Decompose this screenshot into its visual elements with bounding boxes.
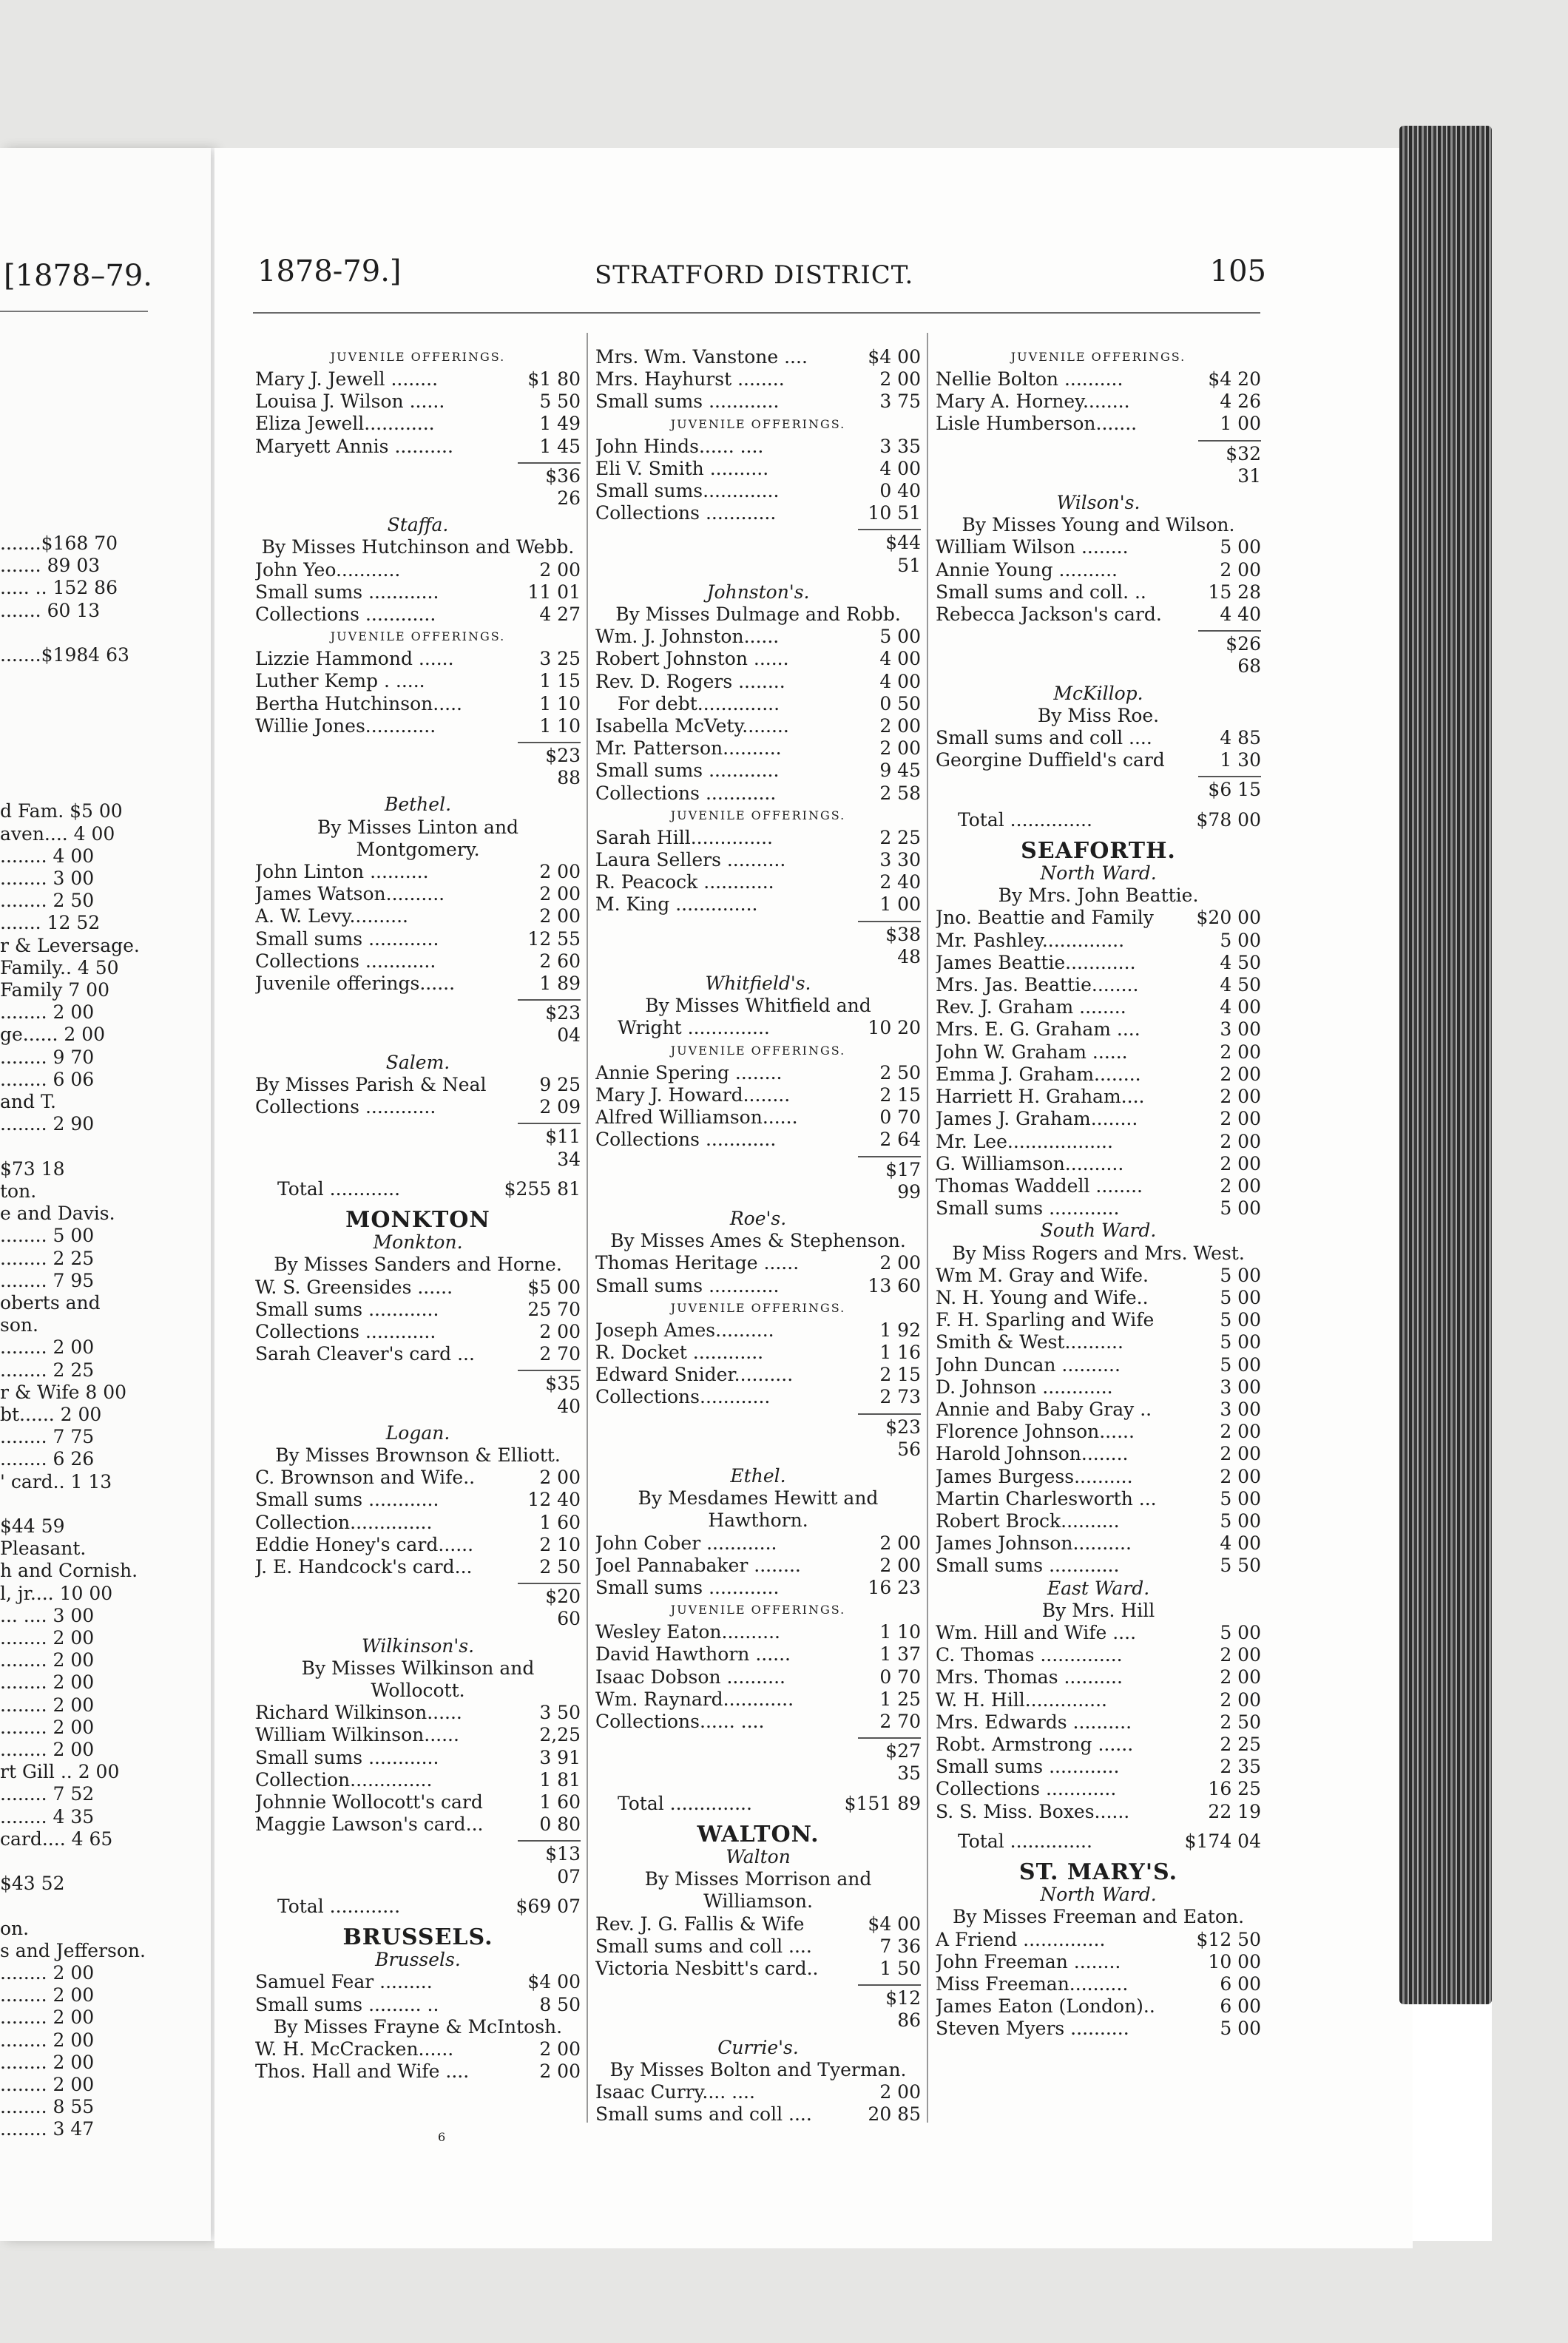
entry: Small sums ............ 2 35 [936,1756,1261,1778]
entry: Mrs. Jas. Beattie........ 4 50 [936,974,1261,996]
subtotal: $38 48 [858,921,921,968]
left-page-line: Family 7 00 [0,979,109,1001]
left-page-line: ........ 2 25 [0,1247,95,1269]
left-page-line: Pleasant. [0,1538,87,1560]
section-label: JUVENILE OFFERINGS. [330,629,506,644]
entry: Emma J. Graham........ 2 00 [936,1063,1261,1085]
circuit-name: Roe's. [729,1207,787,1229]
column-divider [587,333,588,2123]
section-label: JUVENILE OFFERINGS. [670,1043,846,1058]
entry: Collections ............ 16 25 [936,1778,1261,1800]
section-label: JUVENILE OFFERINGS. [1010,350,1186,364]
header-year: 1878-79.] [257,254,402,288]
left-page-line: ........ 2 00 [0,1694,95,1716]
entry: Collection.............. 1 81 [255,1768,581,1791]
entry: John Yeo........... 2 00 [255,558,581,581]
collectors: By Misses Frayne & McIntosh. [273,2015,563,2038]
collectors: By Misses Ames & Stephenson. [610,1230,906,1252]
left-page-line [0,1493,200,1515]
entry: Mrs. E. G. Graham .... 3 00 [936,1018,1261,1041]
book-edge [1399,126,1492,2004]
left-page-line: ........ 2 25 [0,1359,95,1381]
total-row: Total ............ $69 07 [277,1895,581,1917]
entry: Thos. Hall and Wife .... 2 00 [255,2060,581,2083]
town-heading: BRUSSELS. [342,1924,493,1950]
left-page-line: $44 59 [0,1515,65,1537]
subtotal: $35 40 [518,1370,581,1417]
left-page-line [0,622,200,644]
collectors: By Misses Hutchinson and Webb. [261,536,575,558]
scan-background-right [1492,0,1568,2343]
left-page-line: ........ 2 00 [0,1649,95,1671]
entry: Eliza Jewell............ 1 49 [255,413,581,435]
town-heading: SEAFORTH. [1021,837,1176,864]
left-page-line: ........ 2 00 [0,1716,95,1738]
left-page-line: bt...... 2 00 [0,1403,102,1425]
entry: Lisle Humberson....... 1 00 [936,413,1261,435]
entry: James Watson.......... 2 00 [255,883,581,905]
entry: W. H. Hill.............. 2 00 [936,1688,1261,1711]
entry: Small sums ............ 11 01 [255,581,581,603]
header-rule [253,312,1260,314]
left-page-line: ........ 3 00 [0,868,95,890]
left-page-line: ........ 5 00 [0,1225,95,1247]
entry: John Freeman ........ 10 00 [936,1950,1261,1972]
subtotal: $23 88 [518,742,581,789]
page-number: 105 [1209,254,1266,288]
ward-name: East Ward. [1047,1577,1150,1599]
subtotal: $12 86 [858,1984,921,2032]
entry: Isaac Dobson .......... 0 70 [595,1666,921,1688]
left-page-fragment [0,148,211,2241]
entry: Small sums ............ 13 60 [595,1274,921,1296]
left-page-line: son. [0,1314,38,1336]
left-page-line: ........ 9 70 [0,1046,95,1068]
entry: Victoria Nesbitt's card.. 1 50 [595,1958,921,1979]
signature-mark: 6 [438,2130,446,2144]
entry: Florence Johnson...... 2 00 [936,1421,1261,1443]
entry: Louisa J. Wilson ...... 5 50 [255,390,581,413]
left-page-line: ........ 2 00 [0,2006,95,2029]
entry: Small sums ............ 3 91 [255,1746,581,1768]
left-page-line: aven.... 4 00 [0,822,115,845]
subtotal: $23 04 [518,999,581,1047]
subtotal: $27 35 [858,1737,921,1785]
left-page-line: ........ 2 00 [0,1738,95,1760]
left-page-line: Family.. 4 50 [0,956,119,978]
left-page-header: [1878–79. [4,259,153,293]
entry: James Burgess.......... 2 00 [936,1465,1261,1487]
left-page-rule [0,311,148,312]
collectors: By Mrs. John Beattie. [998,885,1199,907]
subtotal: $23 56 [858,1413,921,1461]
entry: Alfred Williamson...... 0 70 [595,1106,921,1129]
entry: Wm M. Gray and Wife. 5 00 [936,1264,1261,1286]
left-page-line: ........ 6 26 [0,1448,95,1470]
collectors: By Misses Freeman and Eaton. [952,1906,1245,1928]
entry: James J. Graham........ 2 00 [936,1108,1261,1130]
subtotal: $44 51 [858,529,921,576]
entry: Harriett H. Graham.... 2 00 [936,1086,1261,1108]
subtotal: $6 15 [1198,776,1261,801]
entry: Small sums ............ 25 70 [255,1298,581,1320]
entry: S. S. Miss. Boxes...... 22 19 [936,1800,1261,1822]
circuit-name: Brussels. [375,1949,461,1971]
left-page-line [0,1895,200,1917]
left-page-line: ........ 2 00 [0,1001,95,1024]
entry: Mr. Lee.................. 2 00 [936,1130,1261,1152]
entry: J. E. Handcock's card... 2 50 [255,1555,581,1578]
collectors: By Misses Sanders and Horne. [274,1254,562,1276]
entry: C. Thomas .............. 2 00 [936,1644,1261,1666]
entry: M. King .............. 1 00 [595,893,921,916]
entry: Small sums ............ 5 00 [936,1197,1261,1220]
left-page-line: d Fam. $5 00 [0,800,123,822]
left-page-line: e and Davis. [0,1203,115,1225]
entry: Mrs. Edwards .......... 2 50 [936,1711,1261,1733]
entry: Wesley Eaton.......... 1 10 [595,1621,921,1643]
entry: G. Williamson.......... 2 00 [936,1152,1261,1174]
entry: Collections ............ 2 09 [255,1096,581,1118]
entry: Miss Freeman.......... 6 00 [936,1973,1261,1995]
entry: Laura Sellers .......... 3 30 [595,849,921,871]
entry: John Hinds...... .... 3 35 [595,435,921,457]
entry: James Eaton (London).. 6 00 [936,1995,1261,2018]
entry: Small sums............. 0 40 [595,480,921,502]
page-header [253,254,1266,299]
entry: Small sums and coll .... 20 85 [595,2103,921,2126]
entry: Samuel Fear ......... $4 00 [255,1971,581,1993]
circuit-name: Currie's. [717,2036,799,2058]
collectors: By Miss Rogers and Mrs. West. [952,1242,1245,1264]
entry: Bertha Hutchinson..... 1 10 [255,692,581,714]
entry: Rev. J. Graham ........ 4 00 [936,996,1261,1018]
entry: A. W. Levy.......... 2 00 [255,905,581,927]
total-row: Total .............. $151 89 [618,1792,921,1814]
entry: John W. Graham ...... 2 00 [936,1041,1261,1063]
entry: Juvenile offerings...... 1 89 [255,973,581,995]
header-title: STRATFORD DISTRICT. [595,260,914,290]
section-label: JUVENILE OFFERINGS. [670,1603,846,1617]
entry: Jno. Beattie and Family $20 00 [936,907,1261,929]
entry: Collections ............ 4 27 [255,604,581,626]
entry: Sarah Cleaver's card ... 2 70 [255,1343,581,1365]
entry: Wright .............. 10 20 [618,1017,921,1039]
entry: Wm. J. Johnston...... 5 00 [595,626,921,648]
collectors: By Misses Whitfield and [645,995,871,1017]
town-heading: ST. MARY'S. [1018,1859,1178,1885]
column-1 [255,346,581,2083]
entry: Wm. Raynard............ 1 25 [595,1688,921,1710]
left-page-lines [0,532,200,2141]
entry: Mary A. Horney........ 4 26 [936,390,1261,413]
entry: Collections ............ 2 58 [595,782,921,804]
circuit-name: Whitfield's. [705,973,811,995]
circuit-name: Logan. [385,1421,450,1444]
entry: William Wilson ........ 5 00 [936,536,1261,558]
left-page-line: ........ 8 55 [0,2096,95,2118]
entry: Collection.............. 1 60 [255,1511,581,1533]
collectors: By Misses Bolton and Tyerman. [609,2058,907,2080]
left-page-line [0,778,200,800]
left-page-line: ........ 2 00 [0,1336,95,1359]
entry: Mrs. Thomas .......... 2 00 [936,1666,1261,1688]
collectors: By Misses Wilkinson and Wollocott. [301,1657,535,1701]
collectors: By Mrs. Hill [1041,1599,1155,1621]
left-page-line: r & Wife 8 00 [0,1381,127,1403]
left-page-line: ....... 89 03 [0,555,101,577]
entry: Mrs. Wm. Vanstone .... $4 00 [595,346,921,368]
left-page-line: on. [0,1917,30,1939]
entry: John Cober ............ 2 00 [595,1532,921,1554]
left-page-line: .......$168 70 [0,532,118,554]
entry: Smith & West.......... 5 00 [936,1331,1261,1353]
collectors: By Misses Young and Wilson. [962,514,1235,536]
entry: Small sums ............ 12 55 [255,927,581,950]
circuit-name: Walton [726,1845,791,1867]
entry: Rev. J. G. Fallis & Wife $4 00 [595,1913,921,1935]
entry: Small sums ......... .. 8 50 [255,1993,581,2015]
subtotal: $11 34 [518,1123,581,1170]
entry: Mary J. Howard........ 2 15 [595,1083,921,1106]
circuit-name: Wilkinson's. [361,1634,475,1657]
entry: Mary J. Jewell ........ $1 80 [255,368,581,390]
entry: Edward Snider.......... 2 15 [595,1364,921,1386]
left-page-line: ........ 2 00 [0,2074,95,2096]
circuit-name: Ethel. [730,1464,786,1487]
entry: Luther Kemp . ..... 1 15 [255,670,581,692]
column-2 [595,346,921,2126]
subtotal: $17 99 [858,1156,921,1203]
left-page-line: ........ 2 00 [0,1626,95,1649]
entry: W. S. Greensides ...... $5 00 [255,1276,581,1298]
left-page-line: $73 18 [0,1157,65,1180]
entry: Collections ............ 2 64 [595,1129,921,1151]
entry: John Duncan .......... 5 00 [936,1353,1261,1376]
total-row: Total .............. $174 04 [958,1830,1261,1852]
section-label: JUVENILE OFFERINGS. [670,808,846,822]
subtotal: $36 26 [518,462,581,510]
left-page-line: $43 52 [0,1873,65,1895]
circuit-name: Johnston's. [706,581,810,603]
left-page-line: ..... .. 152 86 [0,577,118,599]
column-divider [927,333,928,2123]
entry: Willie Jones............ 1 10 [255,714,581,737]
left-page-line [0,711,200,734]
left-page-line: ........ 4 00 [0,845,95,867]
left-page-line: ' card.. 1 13 [0,1470,112,1492]
scan-background-top [0,0,1568,148]
left-page-line: ton. [0,1180,37,1202]
left-page-line: and T. [0,1091,56,1113]
left-page-line: ........ 2 90 [0,1113,95,1135]
entry: C. Brownson and Wife.. 2 00 [255,1467,581,1489]
collectors: By Misses Brownson & Elliott. [275,1444,561,1466]
left-page-line: oberts and [0,1291,101,1314]
entry: Robert Johnston ...... 4 00 [595,648,921,670]
collectors: By Misses Dulmage and Robb. [615,604,901,626]
entry: William Wilkinson...... 2,25 [255,1724,581,1746]
section-label: JUVENILE OFFERINGS. [330,350,506,364]
entry: N. H. Young and Wife.. 5 00 [936,1286,1261,1308]
left-page-line: ........ 2 00 [0,1671,95,1694]
entry: John Linton .......... 2 00 [255,861,581,883]
left-page-line: ........ 2 00 [0,1962,95,1984]
left-page-line: ........ 2 50 [0,890,95,912]
entry: Collections ............ 2 00 [255,1320,581,1342]
entry: Small sums ............ 3 75 [595,390,921,413]
left-page-line: r & Leversage. [0,934,140,956]
left-page-line: card.... 4 65 [0,1828,113,1850]
entry: Robert Brock.......... 5 00 [936,1509,1261,1532]
entry: Small sums and coll .... 7 36 [595,1935,921,1957]
entry: A Friend .............. $12 50 [936,1928,1261,1950]
entry: Isaac Curry.... .... 2 00 [595,2081,921,2103]
entry: Mr. Patterson.......... 2 00 [595,737,921,760]
entry: Small sums ............ 16 23 [595,1576,921,1598]
entry: Maggie Lawson's card... 0 80 [255,1813,581,1836]
entry: Collections...... .... 2 70 [595,1710,921,1732]
entry: James Beattie............ 4 50 [936,951,1261,973]
left-page-line: rt Gill .. 2 00 [0,1761,120,1783]
entry: Harold Johnson........ 2 00 [936,1443,1261,1465]
scan-background-bottom [0,2241,1568,2343]
left-page-line: ........ 7 75 [0,1426,95,1448]
entry: Annie and Baby Gray .. 3 00 [936,1398,1261,1420]
collectors: By Misses Linton and Montgomery. [317,816,519,860]
entry: R. Docket ............ 1 16 [595,1341,921,1363]
entry: Robt. Armstrong ...... 2 25 [936,1733,1261,1755]
left-page-line: h and Cornish. [0,1560,138,1582]
section-label: JUVENILE OFFERINGS. [670,416,846,431]
subtotal: $26 68 [1198,630,1261,677]
left-page-line: ........ 4 35 [0,1805,95,1828]
entry: Maryett Annis .......... 1 45 [255,435,581,457]
entry: Lizzie Hammond ...... 3 25 [255,648,581,670]
ward-name: North Ward. [1040,862,1157,885]
left-page-line [0,1135,200,1157]
left-page-line [0,666,200,689]
left-page-line: ... .... 3 00 [0,1604,95,1626]
entry: Sarah Hill.............. 2 25 [595,826,921,848]
entry: Wm. Hill and Wife .... 5 00 [936,1621,1261,1643]
ward-name: South Ward. [1040,1220,1157,1242]
entry: Eddie Honey's card...... 2 10 [255,1533,581,1555]
entry: Joel Pannabaker ........ 2 00 [595,1554,921,1576]
entry: Thomas Waddell ........ 2 00 [936,1174,1261,1197]
left-page-line: .......$1984 63 [0,644,129,666]
entry: D. Johnson ............ 3 00 [936,1376,1261,1398]
entry: Rebecca Jackson's card. 4 40 [936,604,1261,626]
total-row: Total ............ $255 81 [277,1177,581,1200]
left-page-line: l, jr.... 10 00 [0,1582,113,1604]
entry: By Misses Parish & Neal 9 25 [255,1073,581,1095]
subtotal: $32 31 [1198,440,1261,487]
circuit-name: Bethel. [384,794,452,816]
left-page-line: ........ 7 95 [0,1269,95,1291]
left-page-line: ....... 60 13 [0,599,101,621]
section-label: JUVENILE OFFERINGS. [670,1300,846,1315]
collectors: By Mesdames Hewitt and Hawthorn. [638,1487,879,1532]
entry: Joseph Ames.......... 1 92 [595,1319,921,1341]
entry: Small sums ............ 9 45 [595,760,921,782]
left-page-line: ........ 6 06 [0,1068,95,1090]
ward-name: North Ward. [1040,1884,1157,1906]
town-heading: MONKTON [345,1206,490,1233]
entry: Nellie Bolton .......... $4 20 [936,368,1261,390]
entry: Collections ............ 2 60 [255,950,581,972]
entry: James Johnson.......... 4 00 [936,1532,1261,1555]
entry: Martin Charlesworth ... 5 00 [936,1487,1261,1509]
entry: Mr. Pashley.............. 5 00 [936,929,1261,951]
entry: Steven Myers .......... 5 00 [936,2018,1261,2040]
entry: Isabella McVety........ 2 00 [595,715,921,737]
left-page-line: s and Jefferson. [0,1939,146,1961]
entry: Mrs. Hayhurst ........ 2 00 [595,368,921,390]
entry: Collections............ 2 73 [595,1386,921,1408]
left-page-line [0,734,200,756]
entry: Annie Young .......... 2 00 [936,558,1261,581]
entry: Small sums ............ 5 50 [936,1555,1261,1577]
entry: Georgine Duffield's card 1 30 [936,749,1261,771]
entry: Richard Wilkinson...... 3 50 [255,1702,581,1724]
entry: Johnnie Wollocott's card 1 60 [255,1791,581,1813]
left-page-line: ........ 7 52 [0,1783,95,1805]
entry: Eli V. Smith .......... 4 00 [595,457,921,479]
entry: Thomas Heritage ...... 2 00 [595,1252,921,1274]
left-page-line [0,689,200,711]
left-page-line [0,1850,200,1873]
circuit-name: Wilson's. [1056,492,1140,514]
entry: W. H. McCracken...... 2 00 [255,2038,581,2060]
column-3 [936,346,1261,2041]
subtotal: $20 60 [518,1583,581,1630]
entry: Rev. D. Rogers ........ 4 00 [595,670,921,692]
entry: Small sums and coll. .. 15 28 [936,581,1261,603]
left-page-line: ........ 2 00 [0,2029,95,2051]
subtotal: $13 07 [518,1840,581,1887]
total-row: Total .............. $78 00 [958,808,1261,831]
left-page-line: ........ 3 47 [0,2118,95,2140]
entry: Small sums and coll .... 4 85 [936,727,1261,749]
circuit-name: McKillop. [1053,682,1143,704]
left-page-line: ........ 2 00 [0,1984,95,2006]
left-page-line [0,756,200,778]
circuit-name: Staffa. [387,514,449,536]
circuit-name: Monkton. [373,1231,463,1254]
left-page-line: ....... 12 52 [0,912,101,934]
collectors: By Misses Morrison and Williamson. [644,1868,872,1913]
circuit-name: Salem. [385,1051,450,1073]
entry: Annie Spering ........ 2 50 [595,1061,921,1083]
entry: David Hawthorn ...... 1 37 [595,1643,921,1666]
entry: F. H. Sparling and Wife 5 00 [936,1309,1261,1331]
left-page-line: ........ 2 00 [0,2051,95,2073]
town-heading: WALTON. [697,1821,820,1847]
entry: Small sums ............ 12 40 [255,1489,581,1511]
entry: For debt.............. 0 50 [618,692,921,714]
collectors: By Miss Roe. [1037,704,1160,726]
left-page-line: ge...... 2 00 [0,1024,106,1046]
entry: R. Peacock ............ 2 40 [595,871,921,893]
entry: Collections ............ 10 51 [595,502,921,524]
